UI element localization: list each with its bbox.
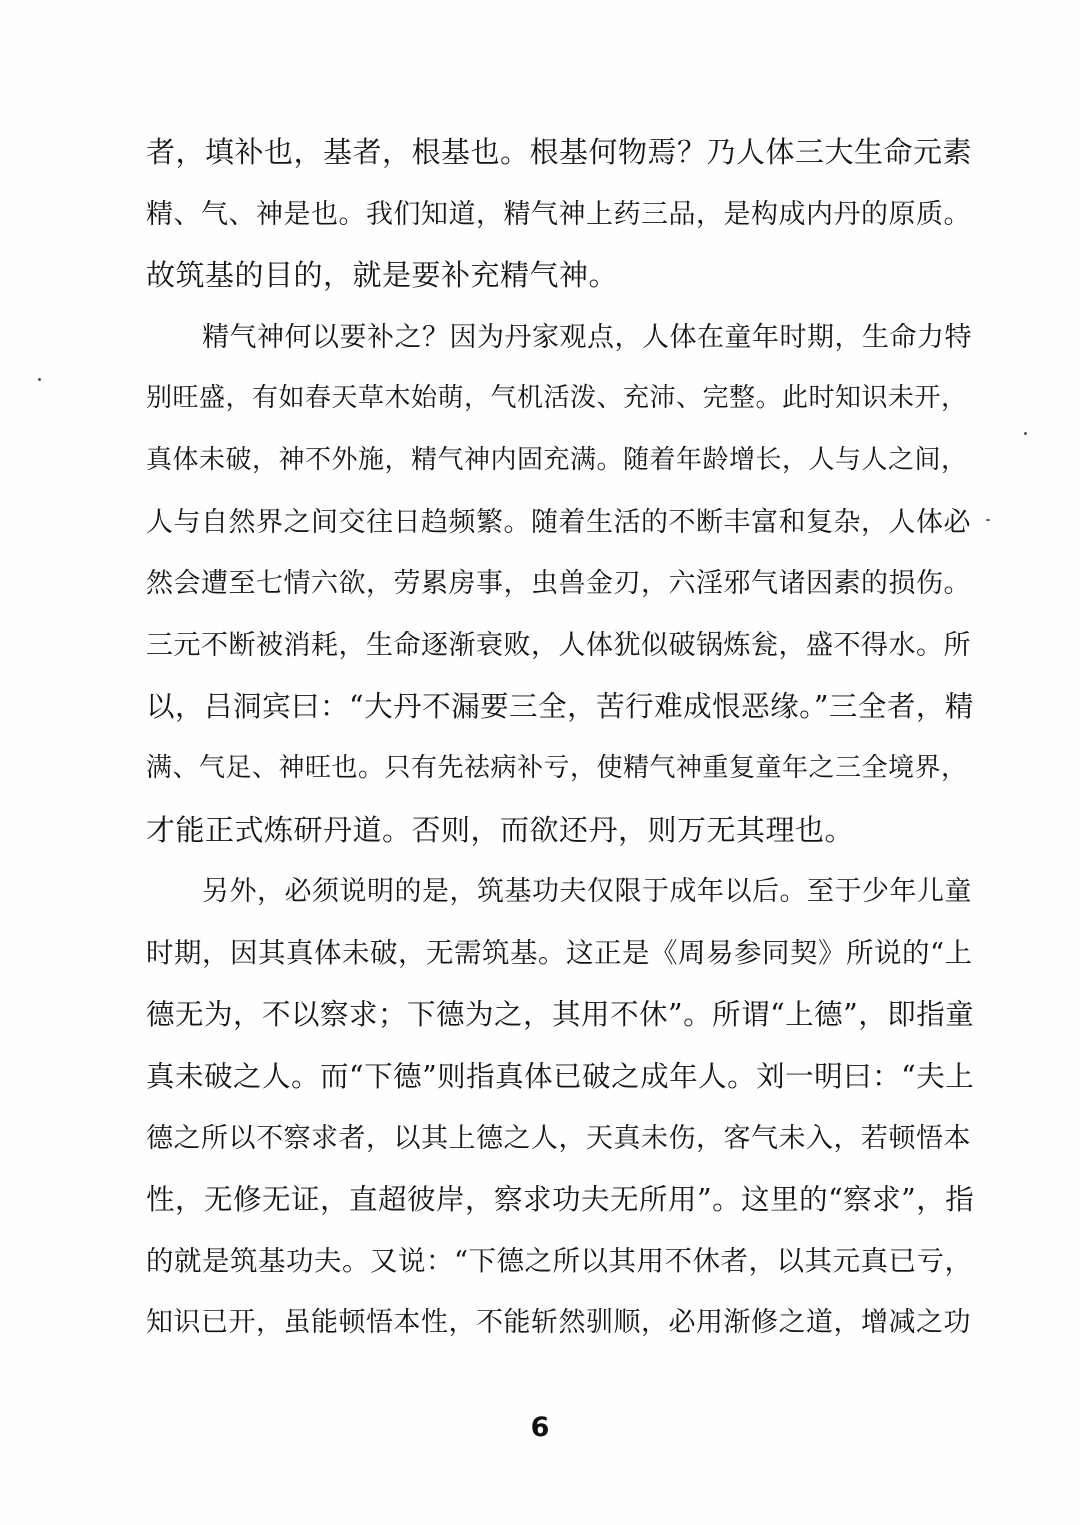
body-text [146,122,976,1354]
text-line: 然会遭至七情六欲，劳累房事，虫兽金刃，六淫邪气诸因素的损伤。 [146,568,971,600]
text-line: 精、气、神是也。我们知道，精气神上药三品，是构成内丹的原质。 [146,198,971,230]
text-line: 以，吕洞宾曰：“大丹不漏要三全，苦行难成恨恶缘。”三全者，精 [146,690,974,724]
text-line: 时期，因其真体未破，无需筑基。这正是《周易参同契》所说的“上 [146,936,973,969]
text-line: 人与自然界之间交往日趋频繁。随着生活的不断丰富和复杂，人体必 [146,506,971,538]
text-line: 德无为，不以察求；下德为之，其用不休”。所谓“上德”，即指童 [146,998,975,1032]
text-line: 故筑基的目的，就是要补充精气神。 [146,258,619,293]
text-line: 性，无修无证，直超彼岸，察求功夫无所用”。这里的“察求”，指 [146,1183,975,1217]
text-line: 德之所以不察求者，以其上德之人，天真未伤，客气未入，若顿悟本 [146,1122,971,1154]
scan-speck [1024,432,1027,435]
scan-speck [38,378,41,381]
text-line: 的就是筑基功夫。又说：“下德之所以其用不休者，以其元真已亏， [146,1244,973,1277]
text-line: 另外，必须说明的是，筑基功夫仅限于成年以后。至于少年儿童 [202,876,972,908]
page-number: 6 [530,1412,550,1443]
scan-speck [986,519,990,521]
text-line: 真未破之人。而“下德”则指真体已破之成年人。刘一明曰：“夫上 [146,1059,975,1093]
text-line: 知识已开，虽能顿悟本性，不能斩然驯顺，必用渐修之道，增减之功 [146,1307,971,1339]
text-line: 才能正式炼研丹道。否则，而欲还丹，则万无其理也。 [146,812,855,847]
text-line: 别旺盛，有如春天草木始萌，气机活泼、充沛、完整。此时知识未开， [146,383,968,414]
text-line: 真体未破，神不外施，精气神内固充满。随着年龄增长，人与人之间， [146,444,968,475]
text-line: 三元不断被消耗，生命逐渐衰败，人体犹似破锅炼瓮，盛不得水。所 [146,629,971,661]
text-line: 者，填补也，基者，根基也。根基何物焉？乃人体三大生命元素 [146,135,973,169]
text-line: 精气神何以要补之？因为丹家观点，人体在童年时期，生命力特 [202,321,972,353]
text-line: 满、气足、神旺也。只有先祛病补亏，使精气神重复童年之三全境界， [146,752,968,783]
